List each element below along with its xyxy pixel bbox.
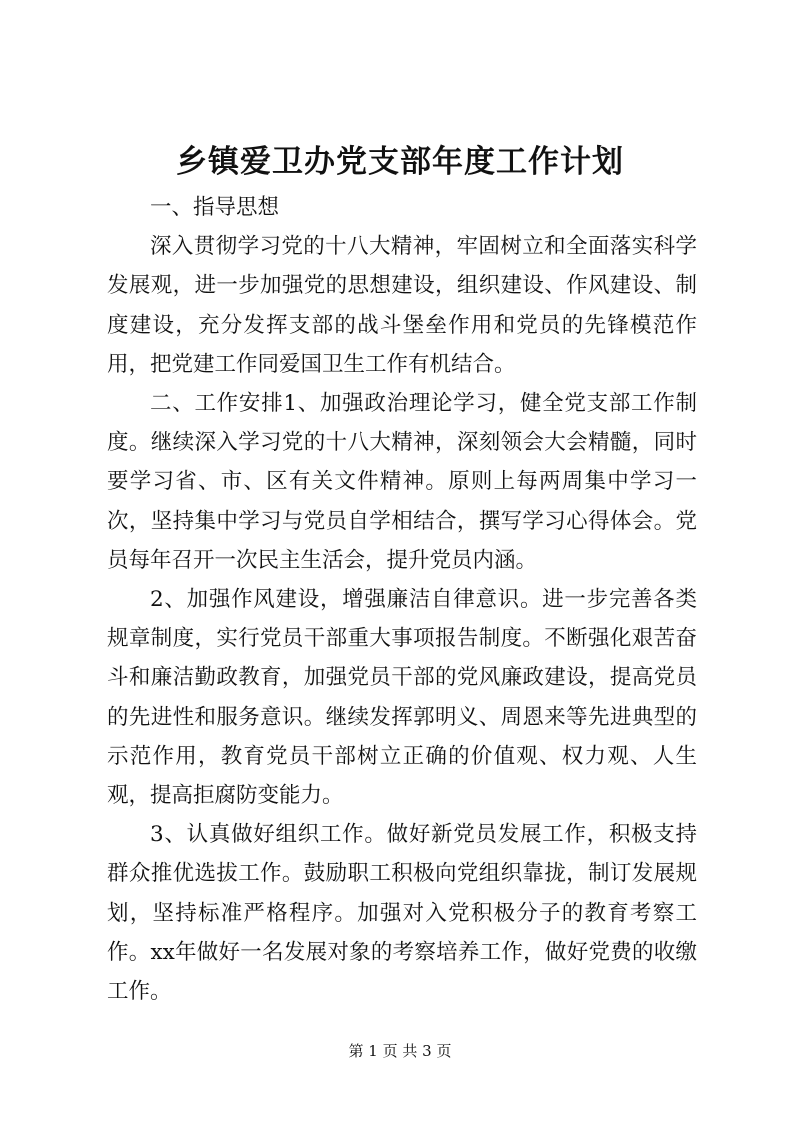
section-heading-guiding-ideology: 一、指导思想: [150, 195, 280, 220]
page-footer: 第 1 页 共 3 页: [348, 1042, 452, 1060]
paragraph-work-arrangement-1: 二、工作安排1、加强政治理论学习，健全党支部工作制度。继续深入学习党的十八大精神，深刻领会大会精髓，同时要学习省、市、区有关文件精神。原则上每两周集中学习一次，坚持集中学习与党员自学相结合，撰写学习心得体会。党员每年召开一次民主生活会，提升党员内涵。: [107, 391, 697, 573]
paragraph-work-arrangement-3: 3、认真做好组织工作。做好新党员发展工作，积极支持群众推优选拔工作。鼓励职工积极向党组织靠拢，制订发展规划，坚持标准严格程序。加强对入党积极分子的教育考察工作。xx年做好一名发展对象的考察培养工作，做好党费的收缴工作。: [107, 822, 697, 1005]
paragraph-work-arrangement-2: 2、加强作风建设，增强廉洁自律意识。进一步完善各类规章制度，实行党员干部重大事项报告制度。不断强化艰苦奋斗和廉洁勤政教育，加强党员干部的党风廉政建设，提高党员的先进性和服务意识。继续发挥郭明义、周恩来等先进典型的示范作用，教育党员干部树立正确的价值观、权力观、人生观，提高拒腐防变能力。: [107, 587, 697, 809]
document-body: [107, 188, 697, 1011]
document-title: 乡镇爱卫办党支部年度工作计划: [176, 144, 624, 180]
paragraph-guiding-ideology: 深入贯彻学习党的十八大精神，牢固树立和全面落实科学发展观，进一步加强党的思想建设，组织建设、作风建设、制度建设，充分发挥支部的战斗堡垒作用和党员的先锋模范作用，把党建工作同爱国卫生工作有机结合。: [107, 234, 697, 377]
